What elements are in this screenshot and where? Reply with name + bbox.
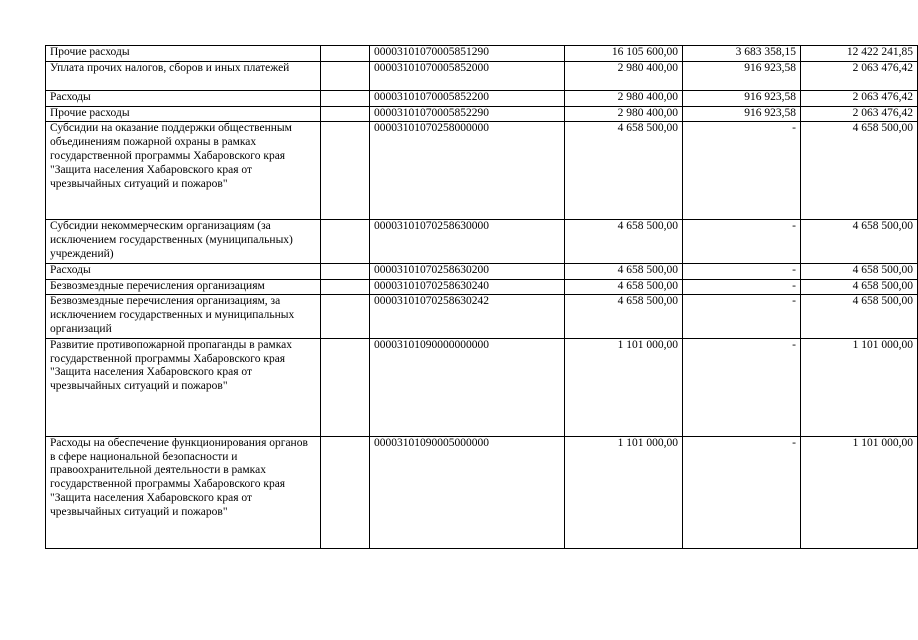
row-code-cell: 00003101090005000000 [370,436,565,548]
row-code-cell: 00003101070005852000 [370,61,565,90]
row-executed-cell: - [683,436,801,548]
row-name-cell: Развитие противопожарной пропаганды в рамках государственной программы Хабаровского края "Защита населения Хабаровского края от чрезвычайных ситуаций и пожаров" [46,338,321,436]
table-row [46,61,918,90]
table-row [46,106,918,122]
row-blank-cell [321,122,370,220]
row-code-cell: 00003101070258000000 [370,122,565,220]
row-executed-cell: - [683,295,801,338]
table-row [46,122,918,220]
row-approved-cell: 4 658 500,00 [565,263,683,279]
row-blank-cell [321,90,370,106]
row-name-cell: Прочие расходы [46,46,321,62]
row-name-cell: Уплата прочих налогов, сборов и иных платежей [46,61,321,90]
row-remainder-cell: 4 658 500,00 [801,122,918,220]
row-code-cell: 00003101070258630000 [370,220,565,263]
budget-table [45,45,918,549]
table-row [46,279,918,295]
row-remainder-cell: 4 658 500,00 [801,263,918,279]
row-executed-cell: - [683,338,801,436]
row-remainder-cell: 4 658 500,00 [801,295,918,338]
budget-table-body [46,46,918,549]
row-code-cell: 00003101070258630240 [370,279,565,295]
row-blank-cell [321,220,370,263]
row-remainder-cell: 4 658 500,00 [801,279,918,295]
row-name-cell: Расходы [46,263,321,279]
row-name-cell: Субсидии некоммерческим организациям (за исключением государственных (муниципальных) учреждений) [46,220,321,263]
row-code-cell: 00003101070005851290 [370,46,565,62]
row-executed-cell: 916 923,58 [683,61,801,90]
row-executed-cell: - [683,263,801,279]
row-code-cell: 00003101070005852200 [370,90,565,106]
row-remainder-cell: 4 658 500,00 [801,220,918,263]
row-approved-cell: 1 101 000,00 [565,436,683,548]
row-approved-cell: 4 658 500,00 [565,295,683,338]
table-row [46,220,918,263]
row-executed-cell: 3 683 358,15 [683,46,801,62]
row-executed-cell: - [683,122,801,220]
row-name-cell: Безвозмездные перечисления организациям, за исключением государственных и муниципальных организаций [46,295,321,338]
row-remainder-cell: 2 063 476,42 [801,106,918,122]
row-blank-cell [321,338,370,436]
row-blank-cell [321,279,370,295]
table-row [46,338,918,436]
row-approved-cell: 16 105 600,00 [565,46,683,62]
row-blank-cell [321,106,370,122]
table-row [46,263,918,279]
row-executed-cell: 916 923,58 [683,106,801,122]
row-name-cell: Расходы на обеспечение функционирования органов в сфере национальной безопасности и правоохранительной деятельности в рамках государственной программы Хабаровского края "Защита населения Хабаровского края от чрезвычайных ситуаций и пожаров" [46,436,321,548]
row-name-cell: Субсидии на оказание поддержки общественным объединениям пожарной охраны в рамках государственной программы Хабаровского края "Защита населения Хабаровского края от чрезвычайных ситуаций и пожаров" [46,122,321,220]
row-approved-cell: 4 658 500,00 [565,279,683,295]
table-row [46,295,918,338]
row-name-cell: Безвозмездные перечисления организациям [46,279,321,295]
row-executed-cell: - [683,279,801,295]
row-remainder-cell: 2 063 476,42 [801,90,918,106]
row-name-cell: Прочие расходы [46,106,321,122]
row-approved-cell: 1 101 000,00 [565,338,683,436]
row-executed-cell: - [683,220,801,263]
row-remainder-cell: 1 101 000,00 [801,436,918,548]
row-remainder-cell: 1 101 000,00 [801,338,918,436]
row-executed-cell: 916 923,58 [683,90,801,106]
row-remainder-cell: 2 063 476,42 [801,61,918,90]
table-row [46,46,918,62]
row-blank-cell [321,436,370,548]
row-name-cell: Расходы [46,90,321,106]
row-approved-cell: 2 980 400,00 [565,61,683,90]
row-blank-cell [321,263,370,279]
row-approved-cell: 2 980 400,00 [565,106,683,122]
row-blank-cell [321,46,370,62]
table-row [46,90,918,106]
row-code-cell: 00003101070258630242 [370,295,565,338]
row-code-cell: 00003101070258630200 [370,263,565,279]
row-approved-cell: 2 980 400,00 [565,90,683,106]
row-approved-cell: 4 658 500,00 [565,122,683,220]
row-code-cell: 00003101090000000000 [370,338,565,436]
table-row [46,436,918,548]
row-blank-cell [321,295,370,338]
row-remainder-cell: 12 422 241,85 [801,46,918,62]
row-approved-cell: 4 658 500,00 [565,220,683,263]
row-blank-cell [321,61,370,90]
row-code-cell: 00003101070005852290 [370,106,565,122]
